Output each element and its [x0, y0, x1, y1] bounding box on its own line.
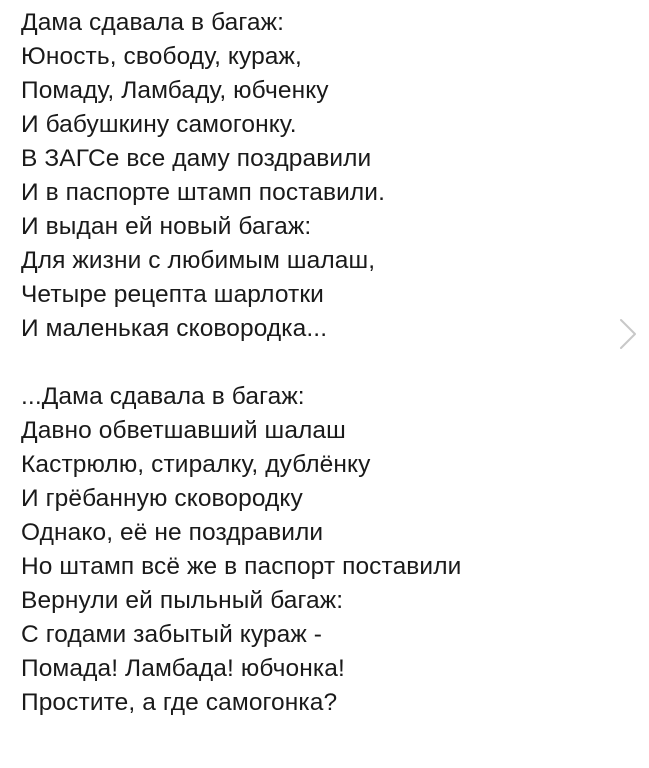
- poem-line: И маленькая сковородка...: [21, 315, 328, 342]
- poem-line: Вернули ей пыльный багаж:: [21, 587, 344, 614]
- stanza-2: [21, 380, 621, 720]
- poem-line: В ЗАГСе все даму поздравили: [21, 145, 372, 172]
- poem-line: Четыре рецепта шарлотки: [21, 281, 324, 308]
- poem-line: ...Дама сдавала в багаж:: [21, 383, 305, 410]
- stanza-1: [21, 6, 621, 346]
- poem-line: И в паспорте штамп поставили.: [21, 179, 385, 206]
- poem-line: Помаду, Ламбаду, юбченку: [21, 77, 329, 104]
- poem-line: С годами забытый кураж -: [21, 621, 323, 648]
- poem-line: Дама сдавала в багаж:: [21, 9, 284, 36]
- poem-line: Помада! Ламбада! юбчонка!: [21, 655, 345, 682]
- poem-line: Юность, свободу, кураж,: [21, 43, 302, 70]
- poem-line: И бабушкину самогонку.: [21, 111, 297, 138]
- poem-line: Однако, её не поздравили: [21, 519, 324, 546]
- poem-text: [21, 6, 621, 720]
- poem-line: И выдан ей новый багаж:: [21, 213, 312, 240]
- chevron-right-icon[interactable]: [617, 316, 639, 352]
- poem-line: Для жизни с любимым шалаш,: [21, 247, 376, 274]
- poem-line: Но штамп всё же в паспорт поставили: [21, 553, 462, 580]
- poem-line: Кастрюлю, стиралку, дублёнку: [21, 451, 371, 478]
- poem-line: Давно обветшавший шалаш: [21, 417, 346, 444]
- poem-line: И грёбанную сковородку: [21, 485, 303, 512]
- poem-line: Простите, а где самогонка?: [21, 689, 338, 716]
